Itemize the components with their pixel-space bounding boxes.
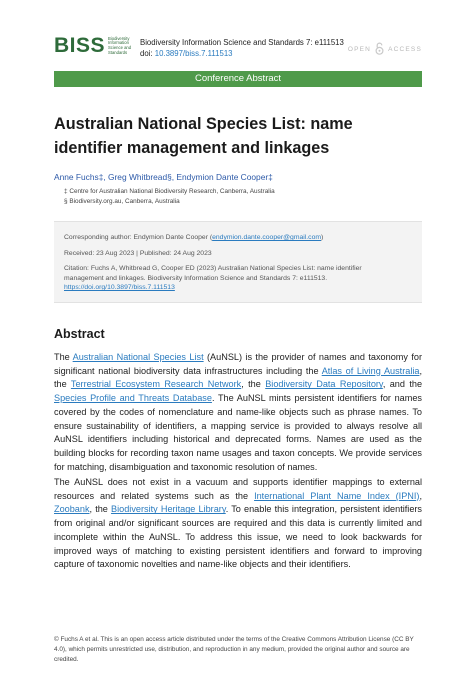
received-published-dates: Received: 23 Aug 2023 | Published: 24 Aug 2023: [64, 249, 212, 257]
abstract-paragraph-1: The Australian National Species List (AuNSL) is the provider of names and taxonomy for significant national biodiversity data infrastructures including the Atlas of Living Australia, the Terrestrial Ecosystem Research Network, the Biodiversity Data Repository, and the Species Profile and Threats Database. The AuNSL mints persistent identifiers for names covered by the codes of nomenclature and name-like objects such as phrase names. To ensure sustainability of identifiers, a mapping service is provided to always resolve all AuNSL identifiers including historical and deprecated forms. Names are used as the building blocks for recording taxon name usages and taxon concepts. We provide services for matching, disambiguation and taxonomic resolution of names.: [54, 352, 423, 472]
citation-doi-link[interactable]: https://doi.org/10.3897/biss.7.111513: [64, 284, 175, 291]
article-title: Australian National Species List: name identifier management and linkages: [54, 115, 353, 157]
affiliation-2: § Biodiversity.org.au, Canberra, Australia: [64, 198, 180, 205]
link-terrestrial-ecosystem-research-network[interactable]: Terrestrial Ecosystem Research Network: [70, 379, 242, 390]
affiliation-1: ‡ Centre for Australian National Biodiversity Research, Canberra, Australia: [64, 188, 275, 195]
journal-header: [54, 36, 422, 62]
journal-info: [140, 37, 344, 59]
author-email-link[interactable]: endymion.dante.cooper@gmail.com: [212, 234, 322, 241]
doi-line: doi: 10.3897/biss.7.111513: [140, 49, 233, 58]
open-lock-icon: [375, 42, 384, 57]
correspondence-box: [54, 221, 422, 303]
license-footer: © Fuchs A et al. This is an open access article distributed under the terms of the Creative Commons Attribution License (CC BY 4.0), which permits unrestricted use, distribution, and reproduction in any medium, provided the original author and source are credited.: [54, 636, 414, 663]
logo-subtitle: Biodiversity Information Science and Standards: [108, 35, 132, 55]
logo-mark: BISS: [54, 34, 106, 57]
open-access-badge: OPEN ACCESS: [348, 42, 422, 57]
corresponding-author: Corresponding author: Endymion Dante Cooper (endymion.dante.cooper@gmail.com): [64, 234, 324, 241]
link-ipni[interactable]: International Plant Name Index (IPNI): [254, 490, 420, 501]
doi-link[interactable]: 10.3897/biss.7.111513: [154, 49, 233, 58]
abstract-heading: Abstract: [54, 327, 105, 341]
link-biodiversity-heritage-library[interactable]: Biodiversity Heritage Library: [111, 504, 226, 515]
link-atlas-of-living-australia[interactable]: Atlas of Living Australia: [321, 365, 420, 376]
biss-logo[interactable]: [54, 36, 136, 56]
link-zoobank[interactable]: Zoobank: [54, 504, 90, 515]
link-species-profile-threats-database[interactable]: Species Profile and Threats Database: [54, 393, 212, 404]
author-list[interactable]: Anne Fuchs‡, Greg Whitbread§, Endymion Dante Cooper‡: [54, 172, 273, 182]
citation-line-2: management and linkages. Biodiversity Information Science and Standards 7: e111513.: [64, 274, 328, 282]
link-australian-national-species-list[interactable]: Australian National Species List: [72, 352, 204, 362]
citation-line-1: Citation: Fuchs A, Whitbread G, Cooper ED (2023) Australian National Species List: name identifier: [64, 265, 362, 272]
link-biodiversity-data-repository[interactable]: Biodiversity Data Repository: [265, 379, 383, 390]
abstract-paragraph-2: The AuNSL does not exist in a vacuum and supports identifier mappings to external resources and related systems such as the International Plant Name Index (IPNI), Zoobank, the Biodiversity Heritage Library. To enable this integration, persistent identifiers from original and/or significant sources are required and this data is currently limited and incomplete within the AuNSL. To address this issue, we need to look backwards for improved ways of matching to existing persistent identifiers and forward to improving capture of taxonomic novelties and name-like objects and their identifiers.: [54, 477, 423, 570]
conference-abstract-banner: Conference Abstract: [54, 71, 422, 87]
journal-line: Biodiversity Information Science and Standards 7: e111513: [140, 38, 344, 47]
